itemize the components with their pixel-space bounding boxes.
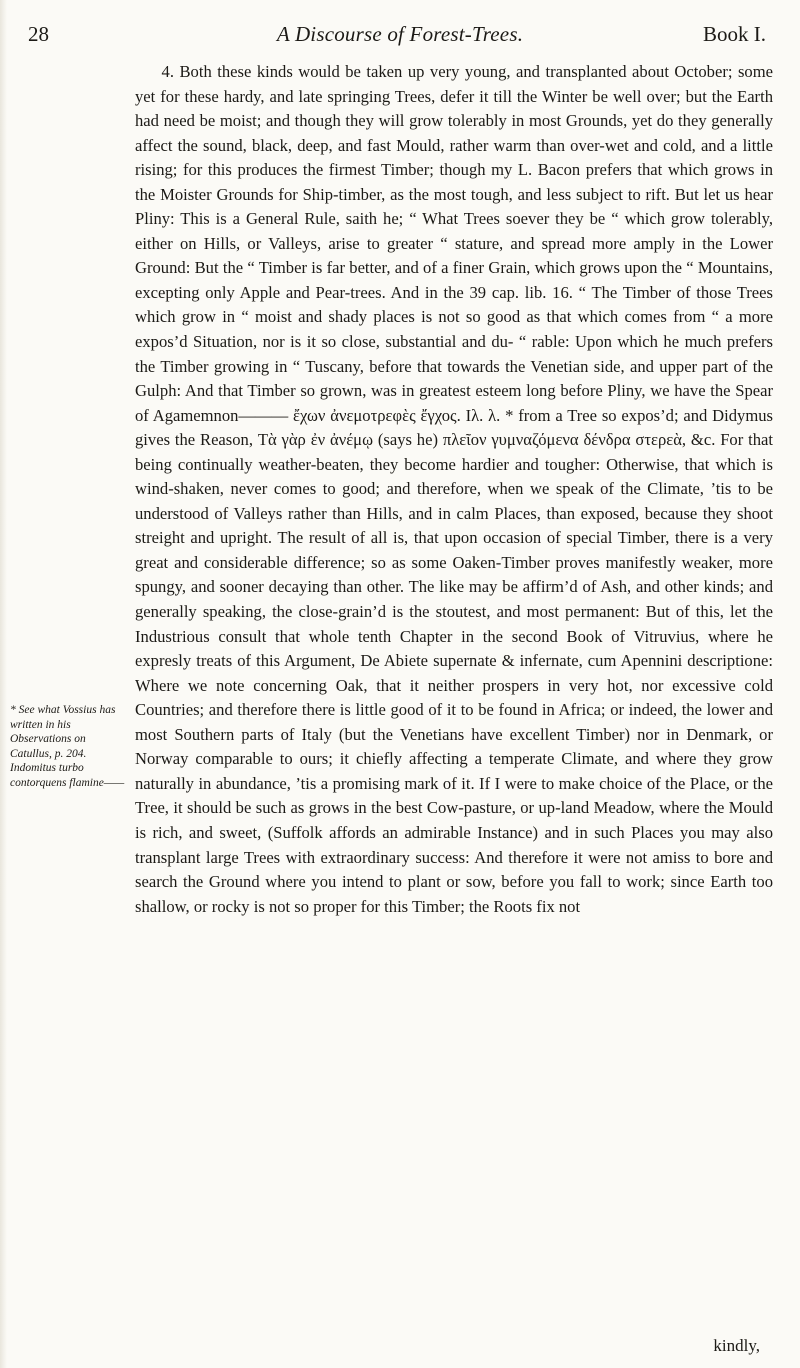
running-title: A Discourse of Forest-Trees.: [276, 22, 524, 46]
book-label: Book I.: [703, 22, 766, 46]
page-header: [0, 22, 800, 52]
gutter-shadow: [0, 0, 7, 1368]
margin-note: * See what Vossius has written in his Observations on Catullus, p. 204. Indomitus turbo contorquens flamine——: [10, 704, 125, 789]
catchword: kindly,: [713, 1336, 760, 1355]
body-text: 4. Both these kinds would be taken up very young, and transplanted about October; some yet for these hardy, and late springing Trees, defer it till the Winter be well over; but the Earth had need be moist; and though they will grow tolerably in most Grounds, yet do they generally affect the sound, black, deep, and fast Mould, rather warm than over-wet and cold, and a little rising; for this produces the firmest Timber; though my L. Bacon prefers that which grows in the Moister Grounds for Ship-timber, as the most tough, and less subject to rift. But let us hear Pliny: This is a General Rule, saith he; “ What Trees soever they be “ which grow tolerably, either on Hills, or Valleys, arise to greater “ stature, and spread more amply in the Lower Ground: But the “ Timber is far better, and of a finer Grain, which grows upon the “ Mountains, excepting only Apple and Pear-trees. And in the 39 cap. lib. 16. “ The Timber of those Trees which grow in “ moist and shady places is not so good as that which comes from “ a more expos’d Situation, nor is it so close, substantial and du- “ rable: Upon which he much prefers the Timber growing in “ Tuscany, before that towards the Venetian side, and upper part of the Gulph: And that Timber so grown, was in greatest esteem long before Pliny, we have the Spear of Agamemnon——— ἔχων ἀνεμοτρεφὲς ἔγχος. Ιλ. λ. * from a Tree so expos’d; and Didymus gives the Reason, Τὰ γὰρ ἐν ἀνέμῳ (says he) πλεῖον γυμναζόμενα δένδρα στερεὰ, &c. For that being continually weather-beaten, they become hardier and tougher: Otherwise, that which is wind-shaken, never comes to good; and therefore, when we speak of the Climate, ’tis to be understood of Valleys rather than Hills, and in calm Places, than exposed, because they shoot streight and upright. The result of all is, that upon occasion of special Timber, there is a very great and considerable difference; so as some Oaken-Timber proves manifestly weaker, more spungy, and sooner decaying than other. The like may be affirm’d of Ash, and other kinds; and generally speaking, the close-grain’d is the stoutest, and most permanent: But of this, let the Industrious consult that whole tenth Chapter in the second Book of Vitruvius, where he expresly treats of this Argument, De Abiete supernate & infernate, cum Apennini descriptione: Where we note concerning Oak, that it neither prospers in very hot, nor excessive cold Countries; and therefore there is little good of it to be found in Africa; or indeed, the lower and most Southern parts of Italy (but the Venetians have excellent Timber) nor in Denmark, or Norway comparable to ours; it chiefly affecting a temperate Climate, and where they grow naturally in abundance, ’tis a promising mark of it. If I were to make choice of the Place, or the Tree, it should be such as grows in the best Cow-pasture, or up-land Meadow, where the Mould is rich, and sweet, (Suffolk affords an admirable Instance) and in such Places you may also transplant large Trees with extraordinary success: And therefore it were not amiss to bore and search the Ground where you intend to plant or sow, before you fall to work; since Earth too shallow, or rocky is not so proper for this Timber; the Roots fix not: [135, 62, 773, 916]
page-number: 28: [28, 22, 49, 46]
